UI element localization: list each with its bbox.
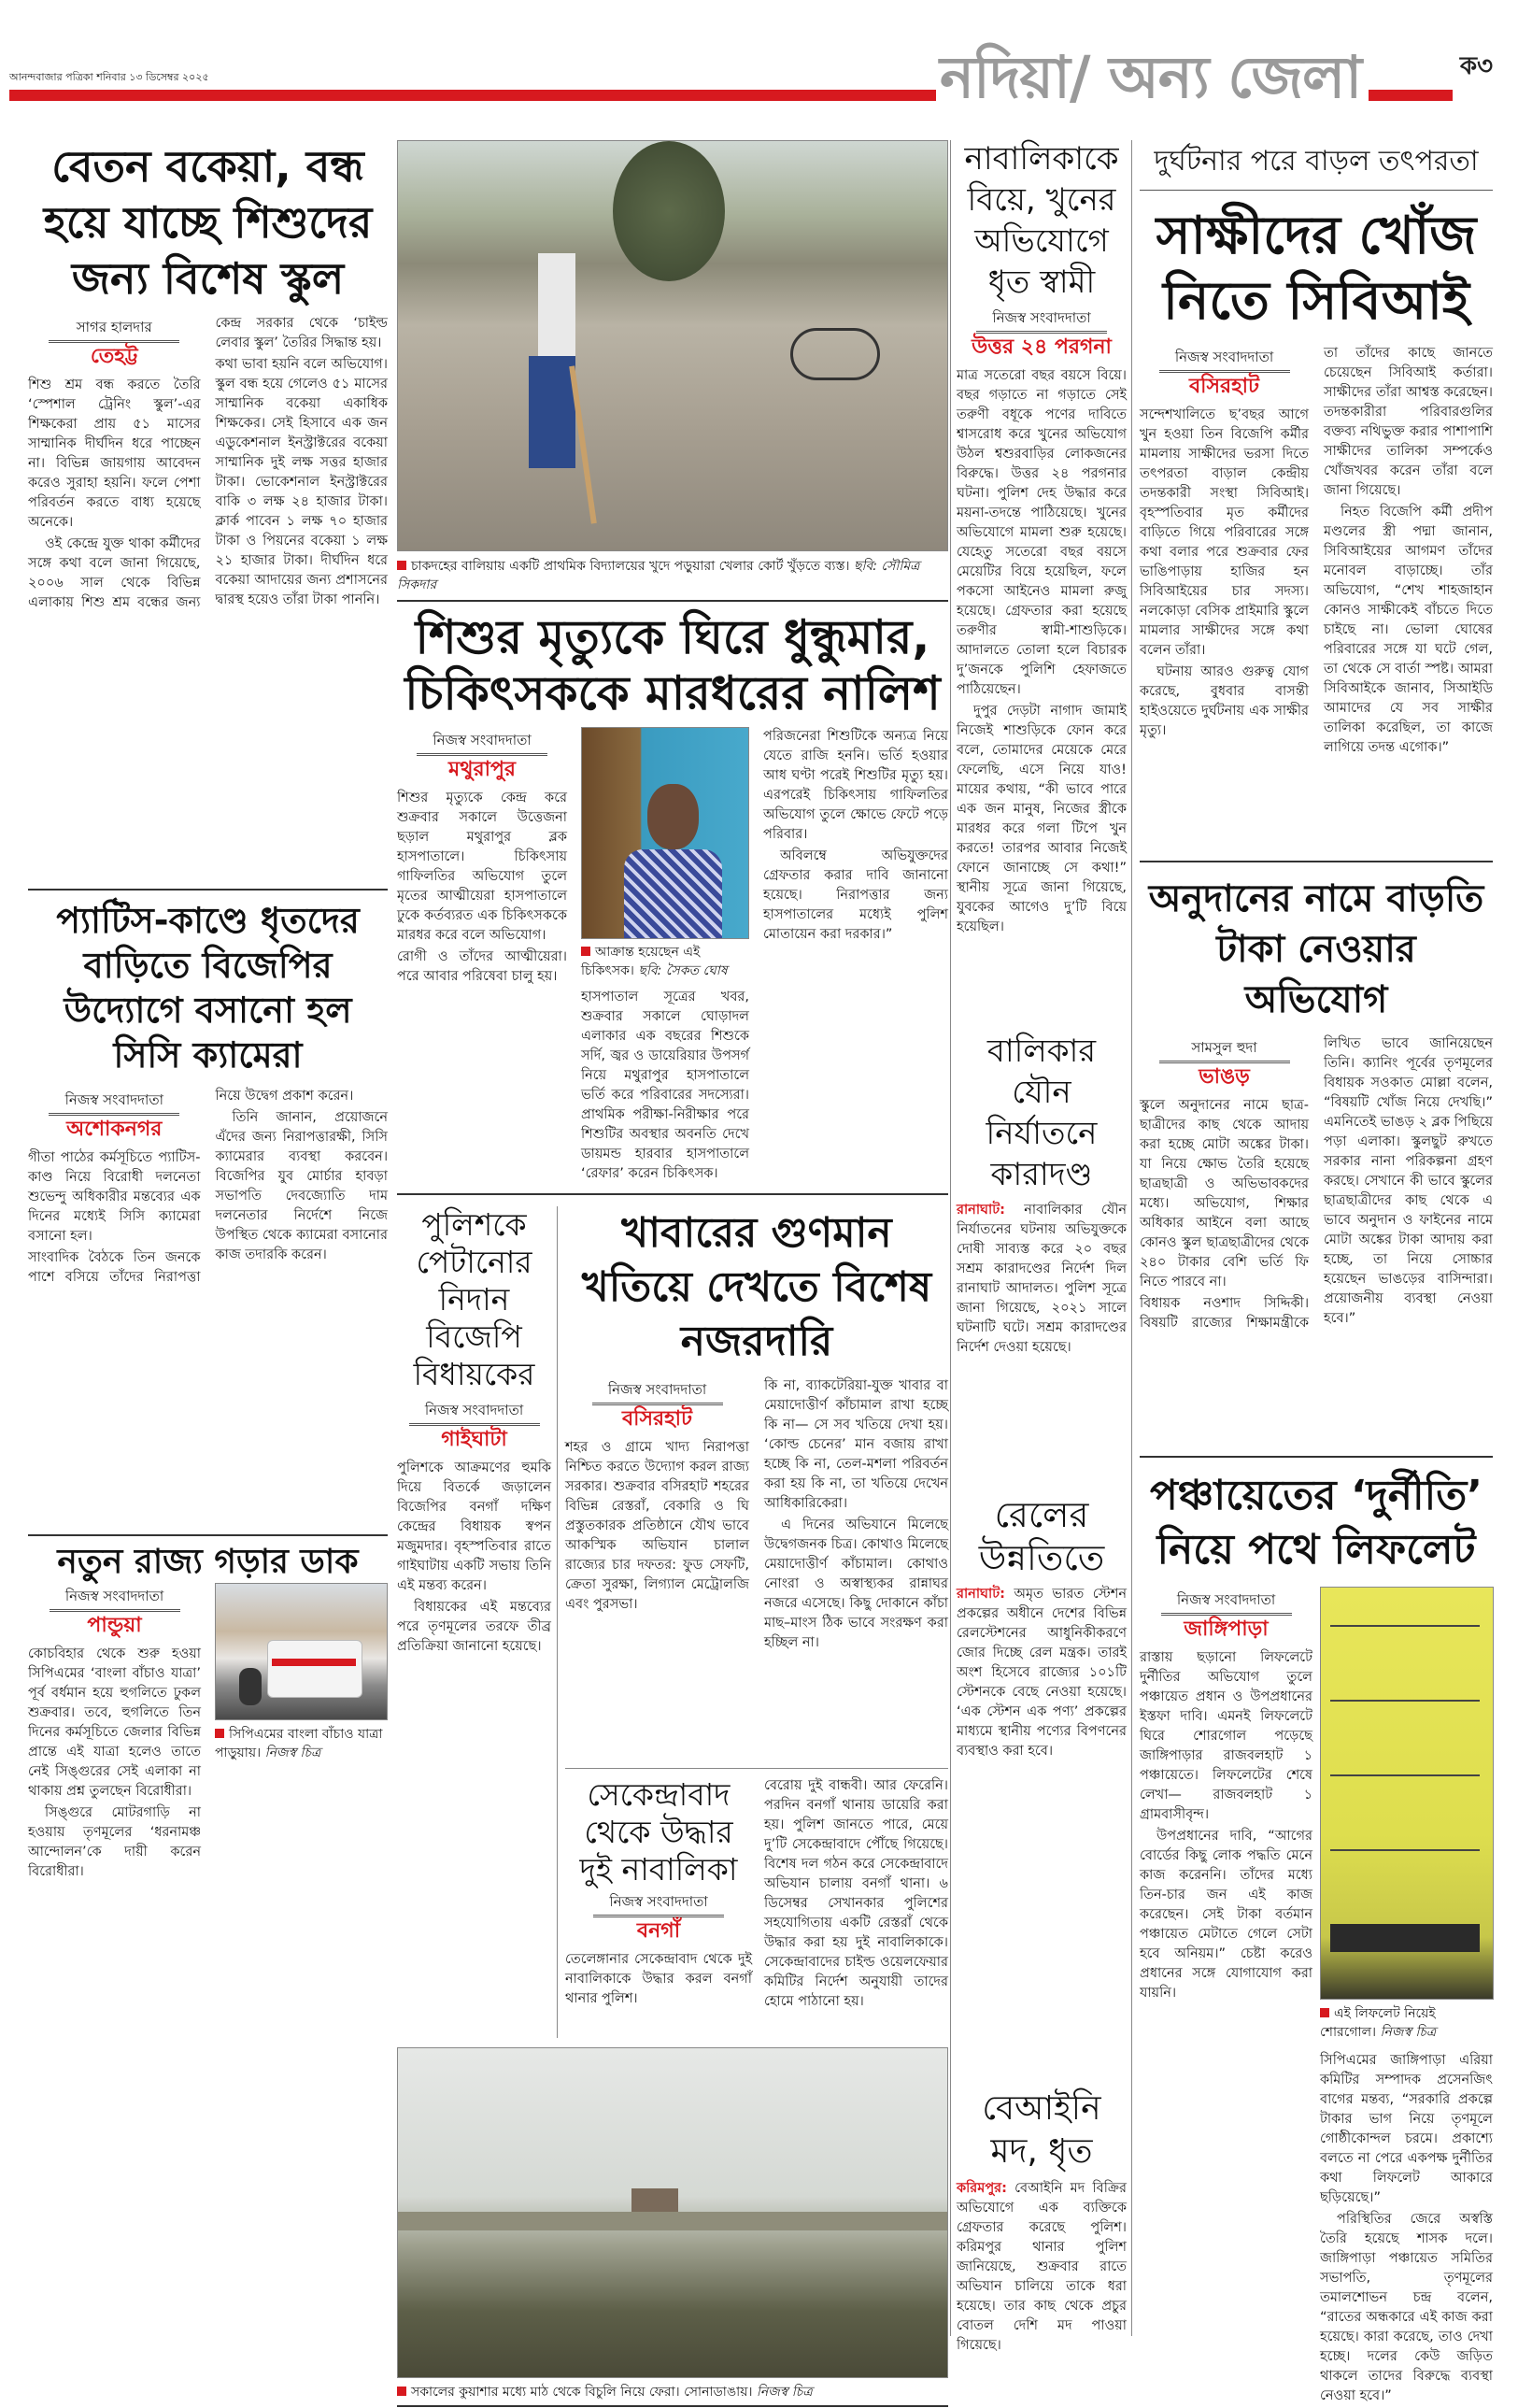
story-leaflet-headline: পঞ্চায়েতের ‘দুর্নীতি’ নিয়ে পথে লিফলেট: [1150, 1472, 1483, 1574]
paragraph: তেলেঙ্গানার সেকেন্দ্রাবাদ থেকে দুই নাবালিকাকে উদ্ধার করল বনগাঁ থানার পুলিশ।: [565, 1952, 752, 2006]
headline: খাবারের গুণমান খতিয়ে দেখতে বিশেষ নজরদারি: [581, 1209, 932, 1365]
story-child-death-col3: [763, 727, 948, 947]
paragraph: কথা ভাবা হয়নি বলে অভিযোগ। স্কুল বন্ধ হয়ে গেলেও ৫১ মাসের সাম্মানিক বকেয়া একাধিক শিক্ষকের। সেই হিসাবে এক জন এডুকেশনাল ইনস্ট্রাক্টরের বকেয়া সাম্মানিক দুই লক্ষ সত্তর হাজার টাকা। ভোকেশনাল ইনস্ট্রাক্টরের বাকি ৩ লক্ষ ২৪ হাজার টাকা। ক্লার্ক পাবেন ১ লক্ষ ৭০ হাজার টাকা ও পিয়নের বকেয়া ১ লক্ষ ২১ হাজার টাকা। দীর্ঘদিন ধরে বকেয়া আদায়ের জন্য প্রশাসনের দ্বারস্থ হয়েও তাঁরা টাকা পাননি।: [215, 357, 388, 607]
story-sexual-abuse: [957, 1031, 1127, 1484]
byline: নিজস্ব সংবাদদাতা: [49, 1090, 179, 1116]
dateline-place: তেহট্ট: [90, 345, 138, 368]
photo-caption: সকালের কুয়াশার মধ্যে মাঠ থেকে বিচুলি নিয়ে ফেরা। সোনাডাঙায়। নিজস্ব চিত্র: [397, 2383, 948, 2401]
paragraph: অবিলম্বে অভিযুক্তদের গ্রেফতার করার দাবি জানানো হয়েছে। নিরাপত্তার জন্য হাসপাতালের মধ্যেই পুলিশ মোতায়েন করা দরকার।”: [763, 848, 948, 942]
byline: নিজস্ব সংবাদদাতা: [592, 1380, 723, 1405]
right-mid-column: [957, 138, 1127, 2358]
headline: প্যাটিস-কাণ্ডে ধৃতদের বাড়িতে বিজেপির উদ্যোগে বসানো হল সিসি ক্যামেরা: [56, 900, 360, 1076]
paragraph: সন্দেশখালিতে ছ’বছর আগে খুন হওয়া তিন বিজেপি কর্মীর মামলায় সাক্ষীদের ভরসা দিতে তৎপরতা বাড়াল কেন্দ্রীয় তদন্তকারী সংস্থা সিবিআই। বৃহস্পতিবার মৃত কর্মীদের বাড়িতে গিয়ে পরিবারের সঙ্গে কথা বলার পরে শুক্রবার ফের ভাঙিপাড়ায় হাজির হন সিবিআইয়ের চার সদস্য। নলকোড়া বেসিক প্রাইমারি স্কুলে মামলার সাক্ষীদের সঙ্গে কথা বলেন তাঁরা।: [1140, 407, 1309, 658]
caption-marker-icon: [397, 561, 406, 570]
story-leaflet-col1: [1140, 1587, 1312, 2005]
paragraph: স্কুলে অনুদানের নামে ছাত্র-ছাত্রীদের কাছ থেকে আদায় করা হচ্ছে মোটা অঙ্কের টাকা। যা নিয়ে ক্ষোভ তৈরি হয়েছে ছাত্রছাত্রী ও অভিভাবকদের মধ্যে। অভিযোগ, শিক্ষার অধিকার আইনে বলা আছে কোনও স্কুল ছাত্রছাত্রীদের থেকে ২৪০ টাকার বেশি ভর্তি ফি নিতে পারবে না।: [1140, 1098, 1309, 1289]
paragraph: শহর ও গ্রামে খাদ্য নিরাপত্তা নিশ্চিত করতে উদ্যোগ করল রাজ্য সরকার। শুক্রবার বসিরহাট শহরের বিভিন্ন রেস্তরাঁ, বেকারি ও ঘি প্রস্তুতকারক প্রতিষ্ঠানে যৌথ ভাবে আকস্মিক অভিযান চালাল রাজ্যের চার দফতর: ফুড সেফটি, ক্রেতা সুরক্ষা, লিগ্যাল মেট্রোলজি এবং পুরসভা।: [565, 1440, 749, 1612]
headline: সাক্ষীদের খোঁজ নিতে সিবিআই: [1156, 206, 1477, 332]
paragraph: কি না, ব্যাকটেরিয়া-যুক্ত খাবার বা মেয়াদোত্তীর্ণ কাঁচামাল রাখা হচ্ছে কি না— সে সব খতিয়ে দেখা হয়। ‘কোল্ড চেনের’ মান বজায় রাখা হচ্ছে কি না, তেল-মশলা পরিবর্তন করা হয় কি না, তা খতিয়ে দেখেন আধিকারিকেরা।: [764, 1378, 948, 1511]
caption-marker-icon: [215, 1729, 224, 1738]
headline: বালিকার যৌন নির্যাতনে কারাদণ্ড: [986, 1033, 1098, 1193]
dateline-place: পান্ডুয়া: [87, 1614, 142, 1637]
left-column: [28, 138, 388, 1884]
divider: [1140, 861, 1493, 862]
divider: [565, 1768, 948, 1769]
byline: নিজস্ব সংবাদদাতা: [1161, 1590, 1292, 1616]
caption-marker-icon: [397, 2387, 406, 2396]
column-rule: [557, 1206, 558, 2038]
paragraph: এ দিনের অভিযানে মিলেছে উদ্বেগজনক চিত্র। কোথাও মিলেছে মেয়াদোত্তীর্ণ কাঁচামাল। কোথাও নোংরা ও অস্বাস্থ্যকর রান্নাঘর নজরে এসেছে। কিছু দোকানে কাঁচা মাছ–মাংস ঠিক ভাবে সংরক্ষণ করা হচ্ছিল না।: [764, 1517, 948, 1650]
section-title: নদিয়া/ অন্য জেলা: [940, 43, 1362, 111]
story-cbi: [1140, 138, 1493, 853]
right-column: [1140, 138, 1493, 2408]
story-secunderabad-col2: [764, 1776, 948, 2014]
column-rule: [1131, 140, 1132, 2336]
paragraph: রানাঘাট: নাবালিকার যৌন নির্যাতনের ঘটনায় অভিযুক্তকে দোষী সাব্যস্ত করে ২০ বছর সশ্রম কারাদণ্ডের নির্দেশ দিল রানাঘাট আদালত। পুলিশ সূত্রে জানা গিয়েছে, ২০২১ সালে ঘটনাটি ঘটে। সশ্রম কারাদণ্ডের নির্দেশ দেওয়া হয়েছে।: [957, 1203, 1128, 1355]
paragraph: বিধায়কের এই মন্তব্যের পরে তৃণমূলের তরফে তীব্র প্রতিক্রিয়া জানানো হয়েছে।: [397, 1600, 551, 1654]
paragraph: বিধায়ক নওশাদ সিদ্দিকী। বিষয়টি রাজ্যের শিক্ষামন্ত্রীকে লিখিত ভাবে জানিয়েছেন তিনি। ক্যানিং পূর্বের তৃণমূলের বিধায়ক সওকাত মোল্লা বলেন, “বিষয়টি খোঁজ নিয়ে দেখছি।” এমনিতেই ভাঙড় ২ ব্লক পিছিয়ে পড়া এলাকা। স্কুলছুট রুখতে সরকার নানা পরিকল্পনা গ্রহণ করছে। সেখানে কী ভাবে স্কুলের ছাত্রছাত্রীদের কাছ থেকে এ ভাবে অনুদান ও ফাইনের নামে মোটা অঙ্কের টাকা আদায় করা হচ্ছে, তা নিয়ে সোচ্চার হয়েছেন ভাঙড়ের বাসিন্দারা। প্রয়োজনীয় ব্যবস্থা নেওয়া হবে।”: [1140, 1036, 1493, 1331]
paragraph: কোচবিহার থেকে শুরু হওয়া সিপিএমের ‘বাংলা বাঁচাও যাত্রা’ পূর্ব বর্ধমান হয়ে হুগলিতে ঢুকল শুক্রবার। তবে, হুগলিতে তিন দিনের কর্মসূচিতে জেলার বিভিন্ন প্রান্তে এই যাত্রা হলেও তাতে নেই সিঙ্গুরের সেই এলাকা না থাকায় প্রশ্ন তুলছেন বিরোধীরা।: [28, 1646, 201, 1799]
headline: বেতন বকেয়া, বন্ধ হয়ে যাচ্ছে শিশুদের জন্য বিশেষ স্কুল: [43, 141, 373, 304]
section-header: [940, 43, 1493, 112]
divider: [397, 1193, 948, 1195]
dateline-place: জাঙ্গিপাড়া: [1184, 1617, 1269, 1641]
paragraph: হাসপাতাল সূত্রের খবর, শুক্রবার সকালে ঘোড়াদল এলাকার এক বছরের শিশুকে সর্দি, জ্বর ও ডায়েরিয়ার উপসর্গ নিয়ে মথুরাপুর হাসপাতালে ভর্তি করে পরিবারের সদস্যেরা। প্রাথমিক পরীক্ষা-নিরীক্ষার পরে শিশুটির অবস্থার অবনতি দেখে ডায়মন্ড হারবার হাসপাতালে ‘রেফার’ করেন চিকিৎসক।: [581, 990, 749, 1181]
dateline-place: বসিরহাট: [1188, 375, 1260, 398]
dateline-place: ভাঙড়: [1199, 1065, 1250, 1089]
paragraph: পরিজনেরা শিশুটিকে অন্যত্র নিয়ে যেতে রাজি হননি। ভর্তি হওয়ার আধ ঘণ্টা পরেই শিশুটির মৃত্যু হয়। এরপরেই চিকিৎসায় গাফিলতির অভিযোগ তুলে ক্ষোভে ফেটে পড়ে পরিবার।: [763, 729, 948, 842]
paragraph: গীতা পাঠের কর্মসূচিতে প্যাটিস-কাণ্ড নিয়ে বিরোধী দলনেতা শুভেন্দু অধিকারীর মন্তব্যের এক দিনের মধ্যেই সিসি ক্যামেরা বসানো হল।: [28, 1150, 201, 1244]
photo-caption: আক্রান্ত হয়েছেন এই চিকিৎসক। ছবি: সৈকত ঘোষ: [581, 945, 728, 978]
paragraph: পরিস্থিতির জেরে অস্বস্তি তৈরি হয়েছে শাসক দলে। জাঙ্গিপাড়া পঞ্চায়েত সমিতির সভাপতি, তৃণমূলের তমালশোভন চন্দ্র বলেন, “রাতের অন্ধকারে এই কাজ করা হয়েছে। কারা করেছে, তাও দেখা হচ্ছে। দলের কেউ জড়িত থাকলে তাদের বিরুদ্ধে ব্যবস্থা নেওয়া হবে।”: [1320, 2212, 1493, 2403]
byline: নিজস্ব সংবাদদাতা: [1159, 348, 1290, 373]
newspaper-date-line: আনন্দবাজার পত্রিকা শনিবার ১৩ ডিসেম্বর ২০২৫: [9, 71, 209, 83]
story-bjp-mla: [397, 1206, 551, 1659]
caption-marker-icon: [1320, 2008, 1329, 2017]
paragraph: সিঙ্গুরে মোটরগাড়ি না হওয়ায় তৃণমূলের ‘ধরনামঞ্চ আন্দোলন’কে দায়ী করেন বিরোধীরা।: [28, 1805, 201, 1879]
paragraph: রাস্তায় ছড়ানো লিফলেটে দুর্নীতির অভিযোগ তুলে পঞ্চায়েত প্রধান ও উপপ্রধানের ইস্তফা দাবি। এমনই লিফলেটে ঘিরে শোরগোল পড়েছে জাঙ্গিপাড়ার রাজবলহাট ১ পঞ্চায়েতে। লিফলেটের শেষে লেখা— রাজবলহাট ১ গ্রামবাসীবৃন্দ।: [1140, 1650, 1312, 1822]
story-child-death-col1: [397, 727, 567, 989]
header-red-bar-right: [1369, 90, 1453, 101]
story-donation: [1140, 874, 1493, 1448]
photo-caption: সিপিএমের বাংলা বাঁচাও যাত্রা পাড়ুয়ায়। নিজস্ব চিত্র: [215, 1727, 383, 1760]
kicker: দুর্ঘটনার পরে বাড়ল তৎপরতা: [1140, 138, 1493, 191]
paragraph: রানাঘাট: অমৃত ভারত স্টেশন প্রকল্পের অধীনে দেশের বিভিন্ন রেলস্টেশনের আধুনিকীকরণে জোর দিচ্ছে রেল মন্ত্রক। তারই অংশ হিসেবে রাজ্যের ১০১টি স্টেশনকে বেছে নেওয়া হয়েছে। ‘এক স্টেশন এক পণ্য’ প্রকল্পের মাধ্যমে স্থানীয় পণ্যের বিপণনের ব্যবস্থাও করা হবে।: [957, 1587, 1127, 1759]
divider: [28, 1534, 388, 1536]
dateline-place: রানাঘাট:: [957, 1203, 1005, 1218]
caption-marker-icon: [581, 947, 590, 956]
paragraph: মাত্র সতেরো বছর বয়সে বিয়ে। বছর গড়াতে না গড়াতে সেই তরুণী বধূকে পণের দাবিতে শ্বাসরোধ করে খুনের অভিযোগ উঠল শ্বশুরবাড়ির লোকজনের বিরুদ্ধে। উত্তর ২৪ পরগনার ঘটনা। পুলিশ দেহ উদ্ধার করে ময়না-তদন্তে পাঠিয়েছে। খুনের অভিযোগে মামলা শুরু হয়েছে। যেহেতু সতেরো বছর বয়সে মেয়েটির বিয়ে হয়েছিল, ফলে পকসো আইনেও মামলা রুজু হয়েছে। গ্রেফতার করা হয়েছে তরুণীর স্বামী-শাশুড়িকে। আদালতে তোলা হলে বিচারক দু’জনকে পুলিশি হেফাজতে পাঠিয়েছেন।: [957, 368, 1127, 697]
headline: বেআইনি মদ, ধৃত: [982, 2089, 1101, 2171]
divider: [1140, 1456, 1493, 1458]
divider: [397, 2405, 948, 2407]
photo-caption: এই লিফলেট নিয়েই শোরগোল। নিজস্ব চিত্র: [1320, 2006, 1437, 2040]
story-minor-marriage: [957, 138, 1127, 1021]
divider: [28, 889, 388, 891]
paragraph: উপপ্রধানের দাবি, “আগের বোর্ডের কিছু লোক পদ্ধতি মেনে কাজ করেননি। তাঁদের মধ্যে তিন-চার জন এই কাজ করেছেন। সেই টাকা বর্তমান পঞ্চায়েত মেটাতে গেলে সেটা হবে অনিয়ম।” চেষ্টা করেও প্রধানের সঙ্গে যোগাযোগ করা যায়নি।: [1140, 1829, 1312, 2001]
byline: নিজস্ব সংবাদদাতা: [593, 1892, 724, 1917]
header-red-bar: [9, 90, 936, 101]
headline: নতুন রাজ্য গড়ার ডাক: [57, 1543, 359, 1581]
story-food-quality: [565, 1206, 948, 1762]
headline: পুলিশকে পেটানোর নিদান বিজেপি বিধায়কের: [413, 1206, 535, 1392]
paragraph: তা তাঁদের কাছে জানতে চেয়েছেন সিবিআই কর্তারা। সাক্ষীদের তাঁরা আশ্বস্ত করেছেন। তদন্তকারীরা পরিবারগুলির বক্তব্য নথিভুক্ত করার পাশাপাশি সাক্ষীদের তালিকা সম্পর্কেও খোঁজখবর করেন তাঁরা বলে জানা গিয়েছে।: [1324, 346, 1493, 498]
byline: নিজস্ব সংবাদদাতা: [409, 1401, 540, 1426]
dateline-place: উত্তর ২৪ পরগনা: [972, 335, 1112, 359]
paragraph: তিনি জানান, প্রয়োজনে এঁদের জন্য নিরাপত্তারক্ষী, সিসি ক্যামেরার ব্যবস্থা করবেন। বিজেপির যুব মোর্চার হাবড়া সভাপতি দেবজ্যোতি দাম দলনেতার নির্দেশে নিজে উপস্থিত থেকে ক্যামেরা বসানোর কাজ তদারকি করেন।: [215, 1110, 388, 1262]
fog-field-photo: [397, 2047, 948, 2378]
paragraph: শিশুর মৃত্যুকে কেন্দ্র করে শুক্রবার সকালে উত্তেজনা ছড়াল মথুরাপুর ব্লক হাসপাতালে। চিকিৎসায় গাফিলতির অভিযোগ তুলে মৃতের আত্মীয়েরা হাসপাতালে ঢুকে কর্তব্যরত এক চিকিৎসককে মারধর করে বলে অভিযোগ।: [397, 791, 567, 943]
headline: নাবালিকাকে বিয়ে, খুনের অভিযোগে ধৃত স্বামী: [964, 140, 1119, 301]
dateline-place: রানাঘাট:: [957, 1587, 1005, 1602]
paragraph: ওই কেন্দ্রে যুক্ত থাকা কর্মীদের সঙ্গে কথা বলে জানা গিয়েছে, ২০০৬ সাল থেকে বিভিন্ন এলাকায় শিশু শ্রম বন্ধের জন্য কেন্দ্র সরকার থেকে ‘চাইল্ড লেবার স্কুল’ তৈরির সিদ্ধান্ত হয়।: [28, 316, 388, 610]
dateline-place: মথুরাপুর: [448, 758, 516, 781]
divider: [397, 600, 948, 602]
story-child-death-headline: শিশুর মৃত্যুকে ঘিরে ধুন্ধুমার, চিকিৎসককে মারধরের নালিশ: [404, 610, 941, 720]
page-number: ক৩: [1459, 52, 1493, 80]
dateline-place: গাইঘাটা: [441, 1428, 507, 1451]
story-leaflet-col2: [1320, 2051, 1493, 2408]
story-special-school: [28, 138, 388, 881]
paragraph: শিশু শ্রম বন্ধ করতে তৈরি ‘স্পেশাল ট্রেনিং স্কুল’-এর শিক্ষকেরা প্রায় ৫১ মাসের সাম্মানিক দীর্ঘদিন ধরে পাচ্ছেন না। বিভিন্ন জায়গায় আবেদন করেও সুরাহা হয়নি। ফলে পেশা পরিবর্তন করতে বাধ্য হয়েছে অনেকে।: [28, 378, 201, 530]
dateline-place: বসিরহাট: [621, 1407, 693, 1431]
story-child-death-col2: [581, 727, 749, 1186]
dateline-place: অশোকনগর: [66, 1118, 163, 1141]
paragraph: ঘটনায় আরও গুরুত্ব যোগ করেছে, বুধবার বাসন্তী হাইওয়েতে দুর্ঘটনায় এক সাক্ষীর মৃত্যু।: [1140, 664, 1309, 738]
paragraph: পুলিশকে আক্রমণের হুমকি দিয়ে বিতর্কে জড়ালেন বিজেপির বনগাঁ দক্ষিণ কেন্দ্রের বিধায়ক স্বপন মজুমদার। বৃহস্পতিবার রাতে গাইঘাটায় একটি সভায় তিনি এই মন্তব্য করেন।: [397, 1460, 551, 1593]
column-rule: [950, 140, 951, 2336]
headline: সেকেন্দ্রাবাদ থেকে উদ্ধার দুই নাবালিকা: [579, 1776, 738, 1888]
dateline-place: করিমপুর:: [957, 2181, 1007, 2196]
cpim-yatra-photo: [215, 1583, 388, 1720]
byline: নিজস্ব সংবাদদাতা: [50, 1587, 180, 1612]
paragraph: সিপিএমের জাঙ্গিপাড়া এরিয়া কমিটির সম্পাদক প্রসেনজিৎ বাগের মন্তব্য, “সরকারি প্রকল্পে টাকার ভাগ নিয়ে তৃণমূলে গোষ্ঠীকোন্দল চরমে। প্রকাশ্যে বলতে না পেরে একপক্ষ দুর্নীতির কথা লিফলেট আকারে ছড়িয়েছে।”: [1320, 2053, 1493, 2205]
headline: রেলের উন্নতিতে: [978, 1494, 1105, 1578]
middle-column: [397, 140, 948, 2407]
byline: নিজস্ব সংবাদদাতা: [976, 308, 1107, 334]
paragraph: করিমপুর: বেআইনি মদ বিক্রির অভিযোগে এক ব্যক্তিকে গ্রেফতার করেছে পুলিশ। করিমপুর থানার পুলিশ জানিয়েছে, শুক্রবার রাতে অভিযান চালিয়ে তাকে ধরা হয়েছে। তার কাছ থেকে প্রচুর বোতল দেশি মদ পাওয়া গিয়েছে।: [957, 2181, 1127, 2353]
byline: সাগর হালদার: [49, 318, 179, 343]
leaflet-photo: [1320, 1587, 1494, 2000]
paragraph: সাংবাদিক বৈঠকে তিন জনকে পাশে বসিয়ে তাঁদের নিরাপত্তা নিয়ে উদ্বেগ প্রকাশ করেন।: [28, 1089, 354, 1285]
paragraph: রোগী ও তাঁদের আত্মীয়েরা। পরে আবার পরিষেবা চালু হয়।: [397, 949, 567, 984]
paragraph: নিহত বিজেপি কর্মী প্রদীপ মণ্ডলের স্ত্রী পদ্মা জানান, সিবিআইয়ের আগমণ তাঁদের মনোবল বাড়াচ্ছে। তাঁর অভিযোগ, “শেখ শাহজাহান কোনও সাক্ষীকেই বাঁচতে দিতে চাইছে না। ভোলা ঘোষের পরিবারের সঙ্গে যা ঘটে গেল, তা থেকে সে বার্তা স্পষ্ট। আমরা সিবিআইকে জানাব, সিআইডি আমাদের যে সব সাক্ষীর তালিকা করেছিল, তা কাজে লাগিয়ে তদন্ত এগোক।”: [1324, 505, 1493, 755]
byline: সামসুল হুদা: [1159, 1038, 1290, 1063]
story-secunderabad: [565, 1776, 752, 2011]
photo-caption: চাকদহের বালিয়ায় একটি প্রাথমিক বিদ্যালয়ের খুদে পড়ুয়ারা খেলার কোর্ট খুঁড়তে ব্যস্ত। ছবি: সৌমিত্র সিকদার: [397, 559, 920, 592]
paragraph: দুপুর দেড়টা নাগাদ জামাই নিজেই শাশুড়িকে ফোন করে বলে, তোমাদের মেয়েকে মেরে ফেলেছি, এসে নিয়ে যাও! মায়ের কথায়, “কী ভাবে পারে এক জন মানুষ, নিজের স্ত্রীকে মারধর করে গলা টিপে খুন করতে! তারপর আবার নিজেই ফোনে জানাচ্ছে সে কথা!” স্থানীয় সূত্রে জানা গিয়েছে, যুবকের আগেও দু’টি বিয়ে হয়েছিল।: [957, 704, 1127, 934]
story-secunderabad-row: [565, 1776, 948, 2014]
dateline-place: বনগাঁ: [636, 1919, 681, 1943]
story-new-state: [28, 1542, 388, 1884]
story-liquor: [957, 2087, 1127, 2358]
headline: অনুদানের নামে বাড়তি টাকা নেওয়ার অভিযোগ: [1148, 877, 1484, 1021]
paragraph: বেরোয় দুই বান্ধবী। আর ফেরেনি। পরদিন বনগাঁ থানায় ডায়েরি করা হয়। পুলিশ জানতে পারে, মেয়ে দু’টি সেকেন্দ্রাবাদে পৌঁছে গিয়েছে। বিশেষ দল গঠন করে সেকেন্দ্রাবাদে অভিযান চালায় বনগাঁ থানা। ৬ ডিসেম্বর সেখানকার পুলিশের সহযোগিতায় একটি রেস্তরাঁ থেকে উদ্ধার করা হয় দুই নাবালিকাকে। সেকেন্দ্রাবাদের চাইল্ড ওয়েলফেয়ার কমিটির নির্দেশ অনুযায়ী তাদের হোমে পাঠানো হয়।: [764, 1778, 948, 2009]
story-rail: [957, 1493, 1127, 2082]
byline: নিজস্ব সংবাদদাতা: [417, 731, 547, 756]
playground-photo: [397, 140, 948, 551]
story-cctv: [28, 898, 388, 1529]
doctor-photo: [581, 727, 749, 939]
